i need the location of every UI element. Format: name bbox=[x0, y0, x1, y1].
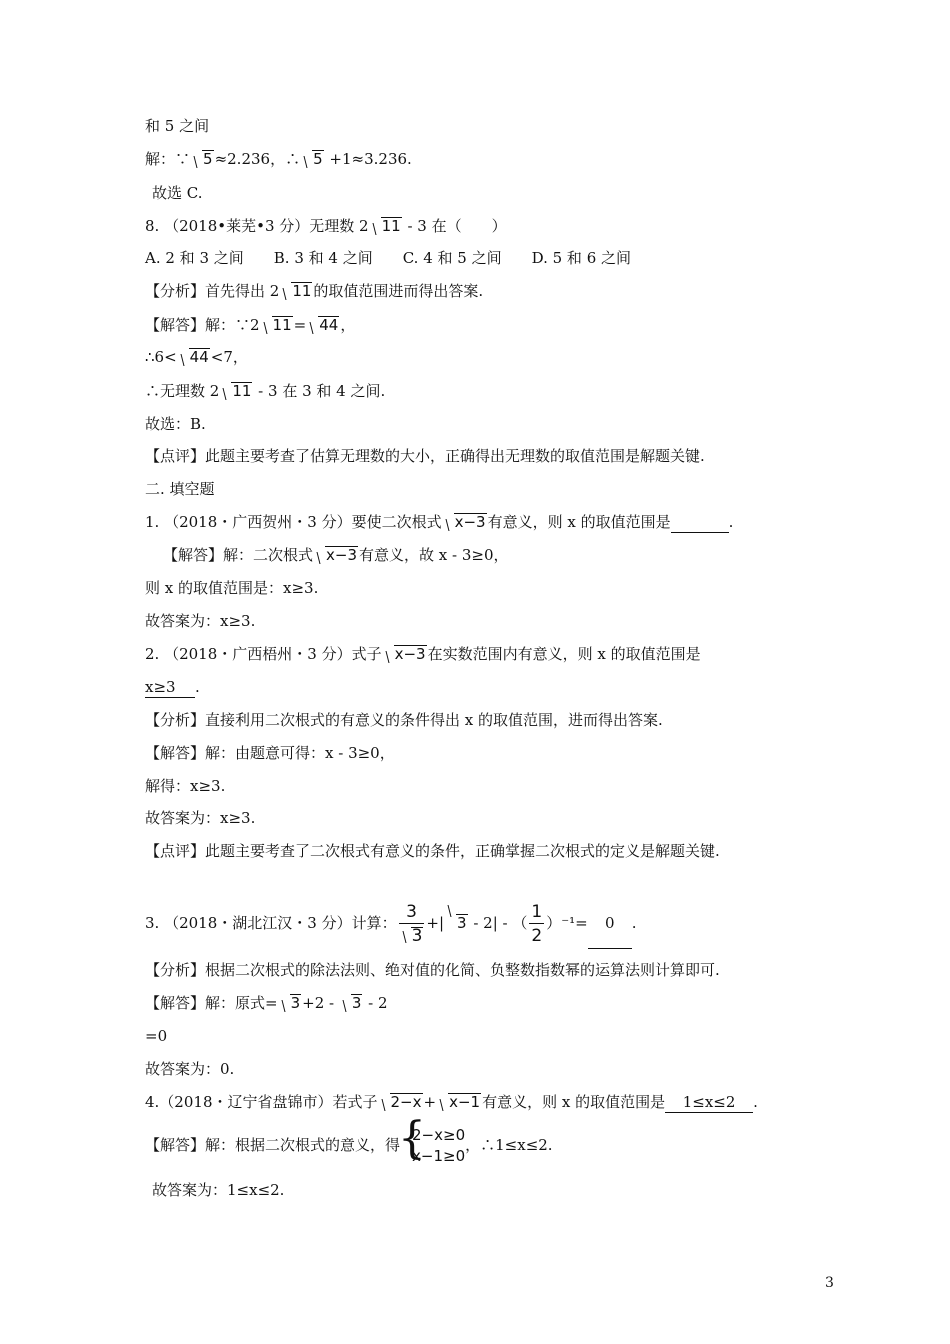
text-line: x≥3 . bbox=[145, 678, 200, 696]
comment-line: 【点评】此题主要考查了估算无理数的大小，正确得出无理数的取值范围是解题关键. bbox=[145, 447, 705, 465]
analysis-line: 【分析】直接利用二次根式的有意义的条件得出 x 的取值范围，进而得出答案. bbox=[145, 711, 663, 729]
text-line: 解得：x≥3. bbox=[145, 777, 226, 795]
answer-line: 【解答】解：根据二次根式的意义，得 { 2−x≥0 x−1≥0 ，∴1≤x≤2. bbox=[145, 1120, 553, 1170]
sqrt: 3 bbox=[400, 924, 424, 948]
sqrt: 5 bbox=[191, 149, 214, 169]
text-line: 解：∵ 5 ≈2.236，∴ 5 +1≈3.236. bbox=[145, 150, 412, 168]
answer-blank: 0 bbox=[588, 898, 632, 949]
comment-line: 【点评】此题主要考查了二次根式有意义的条件，正确掌握二次根式的定义是解题关键. bbox=[145, 842, 720, 860]
fraction: $\frac{1}{2}$ bbox=[531, 901, 543, 946]
question-2: 2. （2018・广西梧州・3 分）式子 x−3 在实数范围内有意义，则 x 的取值范围是 bbox=[145, 645, 701, 663]
answer-line: 【解答】解：原式= 3 +2 - 3 - 2 bbox=[145, 994, 388, 1012]
question-4: 4.（2018・辽宁省盘锦市）若式子 2−x + x−1 有意义，则 x 的取值范围是 1≤x≤2 . bbox=[145, 1093, 758, 1111]
text-line: 故答案为：0. bbox=[145, 1060, 235, 1078]
text-line: 故选 C. bbox=[152, 184, 203, 202]
answer-blank: 1≤x≤2 bbox=[665, 1092, 753, 1113]
text-line: 和 5 之间 bbox=[145, 117, 210, 135]
text-line: 故答案为：x≥3. bbox=[145, 612, 256, 630]
options-line: A. 2 和 3 之间 B. 3 和 4 之间 C. 4 和 5 之间 D. 5 和 6 之间 bbox=[145, 249, 632, 267]
answer-line: 【解答】解：二次根式 x−3 有意义，故 x - 3≥0， bbox=[163, 546, 509, 564]
text-line: ∴6< 44 <7， bbox=[145, 348, 248, 366]
sqrt: 44 bbox=[178, 347, 210, 367]
answer-line: 【解答】解：∵2 11 = 44 ， bbox=[145, 316, 356, 334]
inequality-system: { 2−x≥0 x−1≥0 bbox=[400, 1125, 465, 1167]
sqrt: 11 bbox=[261, 315, 293, 335]
sqrt: 3 bbox=[445, 898, 468, 948]
sqrt: 5 bbox=[301, 149, 324, 169]
sqrt: 2−x bbox=[379, 1092, 423, 1112]
question-3: 3. （2018・湖北江汉・3 分）计算： $\frac{3}{3}$ +| 3 - 2| - （ $\frac{1}{2}$ ）⁻¹= 0 . bbox=[145, 898, 637, 948]
analysis-line: 【分析】首先得出 2 11 的取值范围进而得出答案. bbox=[145, 282, 484, 300]
sqrt: 44 bbox=[307, 315, 339, 335]
section-heading: 二. 填空题 bbox=[145, 480, 215, 498]
question-1: 1. （2018・广西贺州・3 分）要使二次根式 x−3 有意义，则 x 的取值范围是 . bbox=[145, 513, 734, 531]
text-line: ∴无理数 2 11 - 3 在 3 和 4 之间. bbox=[145, 382, 386, 400]
text-line: =0 bbox=[145, 1027, 168, 1045]
sqrt: 3 bbox=[340, 993, 363, 1013]
analysis-line: 【分析】根据二次根式的除法法则、绝对值的化简、负整数指数幂的运算法则计算即可. bbox=[145, 961, 720, 979]
sqrt: x−1 bbox=[437, 1092, 481, 1112]
text-line: 故选：B. bbox=[145, 415, 206, 433]
sqrt: x−3 bbox=[383, 644, 427, 664]
answer-blank bbox=[671, 512, 729, 533]
answer-blank: x≥3 bbox=[145, 677, 195, 698]
sqrt: x−3 bbox=[314, 545, 358, 565]
text-line: 则 x 的取值范围是：x≥3. bbox=[145, 579, 319, 597]
fraction: $\frac{3}{3}$ bbox=[399, 901, 425, 948]
sqrt: 11 bbox=[280, 281, 312, 301]
sqrt: x−3 bbox=[443, 512, 487, 532]
text-line: 故答案为：1≤x≤2. bbox=[152, 1181, 285, 1199]
sqrt: 3 bbox=[279, 993, 302, 1013]
text-line: 故答案为：x≥3. bbox=[145, 809, 256, 827]
page-number: 3 bbox=[825, 1275, 834, 1291]
sqrt: 11 bbox=[220, 381, 252, 401]
question-8: 8. （2018•莱芜•3 分）无理数 2 11 - 3 在（ ） bbox=[145, 217, 507, 235]
sqrt: 11 bbox=[370, 216, 402, 236]
answer-line: 【解答】解：由题意可得：x - 3≥0， bbox=[145, 744, 395, 762]
